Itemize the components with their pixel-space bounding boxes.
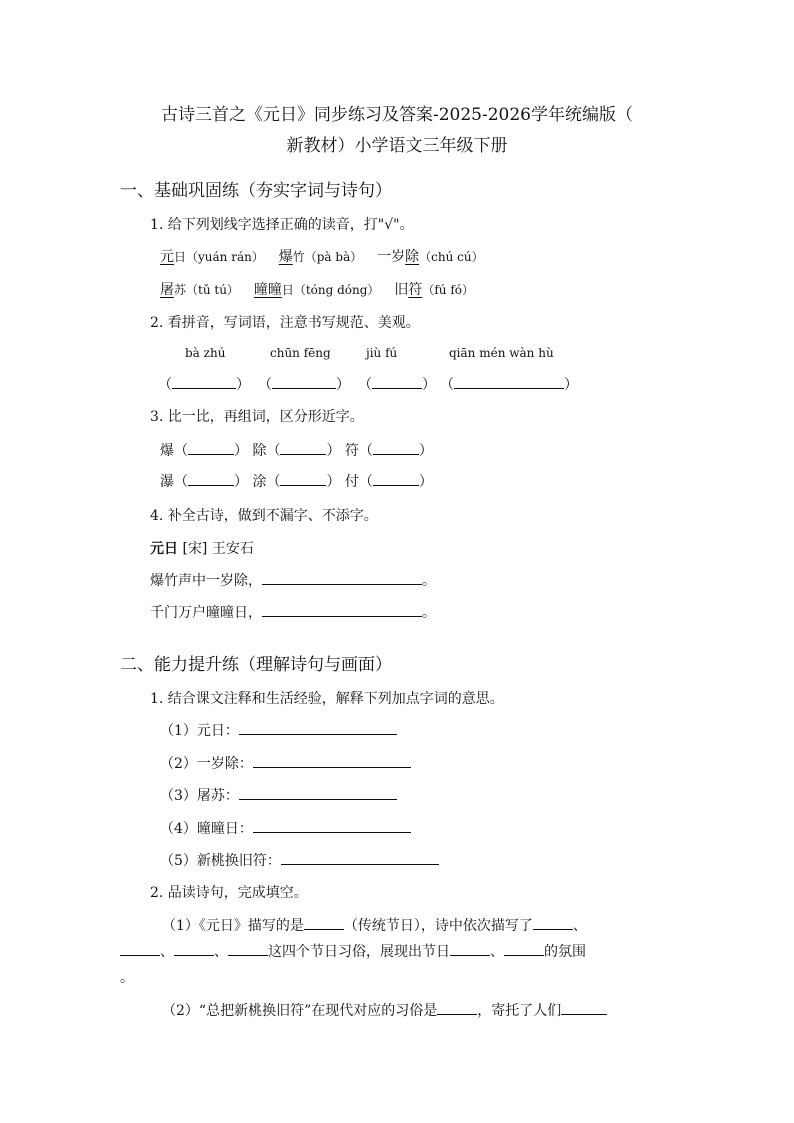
poem-line-2-blank[interactable] <box>262 602 422 617</box>
s2-q2-para-1-line-3: 。 <box>120 970 134 986</box>
q1-row-2 <box>160 279 474 299</box>
blank[interactable] <box>450 941 490 956</box>
q3-char: 付 <box>344 474 359 490</box>
poem-heading <box>150 538 254 558</box>
q1-item-1: 元日（yuán rán） <box>160 249 264 265</box>
q1-item-6: 旧符（fú fó） <box>394 282 474 298</box>
poem-line-1-blank[interactable] <box>262 570 422 585</box>
s2-q2-para-1-line-2 <box>120 941 586 961</box>
s2-q1-item-5 <box>160 850 439 870</box>
q3-row-2: 瀑（ ） 涂（ ） 付（ ） <box>160 471 433 491</box>
q1-item-2: 爆竹（pà bà） <box>278 249 363 265</box>
q3-blank[interactable] <box>280 440 326 455</box>
item-label: （2）一岁除： <box>160 756 253 772</box>
q2-prompt: 2. 看拼音，写词语，注意书写规范、美观。 <box>150 315 420 331</box>
item-blank[interactable] <box>239 720 397 735</box>
q2-pinyin-3: jiù fú <box>366 346 398 360</box>
q2-pinyin-4: qiān mén wàn hù <box>449 346 554 360</box>
q3-prompt: 3. 比一比，再组词，区分形近字。 <box>150 409 364 425</box>
para-text: 、 <box>214 944 228 960</box>
item-label: （4）曈曈日： <box>160 821 253 837</box>
blank[interactable] <box>228 941 268 956</box>
para-text: （传统节日），诗中依次描写了 <box>343 918 533 934</box>
item-label: （1）元日： <box>160 723 239 739</box>
blank[interactable] <box>437 1000 477 1015</box>
item-blank[interactable] <box>239 785 397 800</box>
q3-blank[interactable] <box>188 471 234 486</box>
poem-line-1: 爆竹声中一岁除， 。 <box>150 570 436 590</box>
q3-blank[interactable] <box>373 471 419 486</box>
para-text: 的氛围 <box>544 944 586 960</box>
blank[interactable] <box>561 1000 607 1015</box>
item-label: （3）屠苏： <box>160 788 239 804</box>
item-blank[interactable] <box>253 753 411 768</box>
q2-answer-box-4[interactable]: （ ） <box>440 374 578 394</box>
q1-row-1 <box>160 246 484 266</box>
q2-pinyin-2: chūn fēng <box>270 346 331 360</box>
s2-q2-prompt: 2. 品读诗句，完成填空。 <box>150 885 308 901</box>
blank[interactable] <box>533 915 573 930</box>
item-label: （5）新桃换旧符： <box>160 853 281 869</box>
blank[interactable] <box>174 941 214 956</box>
item-blank[interactable] <box>253 818 411 833</box>
q3-char: 涂 <box>252 474 267 490</box>
title-line-2: 新教材）小学语文三年级下册 <box>286 136 508 156</box>
s2-q1-item-4 <box>160 818 411 838</box>
s2-q2-para-2 <box>162 1000 607 1020</box>
q4-prompt: 4. 补全古诗，做到不漏字、不添字。 <box>150 508 378 524</box>
q2-answer-box-3[interactable]: （ ） <box>358 374 436 394</box>
s2-q1-item-1 <box>160 720 397 740</box>
para-text: 、 <box>160 944 174 960</box>
para-text: 、 <box>490 944 504 960</box>
q1-prompt: 1. 给下列划线字选择正确的读音，打"√"。 <box>150 217 414 233</box>
blank[interactable] <box>120 941 160 956</box>
q2-answer-box-2[interactable]: （ ） <box>258 374 350 394</box>
q2-pinyin-1: bà zhú <box>185 346 226 360</box>
q2-answer-box-1[interactable]: （ ） <box>158 374 250 394</box>
q3-char: 瀑 <box>160 474 174 490</box>
para-text: 、 <box>572 918 587 934</box>
s2-q1-prompt: 1. 结合课文注释和生活经验，解释下列加点字词的意思。 <box>150 691 504 707</box>
q3-blank[interactable] <box>188 440 234 455</box>
q3-char: 除 <box>252 443 267 459</box>
item-blank[interactable] <box>281 850 439 865</box>
q1-item-5: 曈曈日（tóng dóng） <box>253 282 380 298</box>
title-line-1: 古诗三首之《元日》同步练习及答案-2025-2026学年统编版（ <box>160 105 633 125</box>
s2-q1-item-2 <box>160 753 411 773</box>
poem-line-2-text: 千门万户曈曈日， <box>150 605 262 621</box>
section-1-heading: 一、基础巩固练（夯实字词与诗句） <box>120 181 392 201</box>
para-text: ，寄托了人们 <box>477 1003 562 1019</box>
para-text: （1）《元日》描写的是 <box>162 918 304 934</box>
poem-line-1-text: 爆竹声中一岁除， <box>150 573 262 589</box>
q3-char: 符 <box>344 443 359 459</box>
s2-q2-para-1-line-1 <box>162 915 587 935</box>
q3-char: 爆 <box>160 443 174 459</box>
q3-blank[interactable] <box>373 440 419 455</box>
q1-item-3: 一岁除（chú cú） <box>377 249 484 265</box>
para-text: 这四个节日习俗，展现出节日 <box>268 944 450 960</box>
poem-title: 元日 <box>150 541 178 557</box>
poem-line-2: 千门万户曈曈日， 。 <box>150 602 436 622</box>
page-title <box>100 100 694 162</box>
para-text: （2）“总把新桃换旧符”在现代对应的习俗是 <box>162 1003 438 1019</box>
q3-blank[interactable] <box>280 471 326 486</box>
section-2-heading: 二、能力提升练（理解诗句与画面） <box>120 655 392 675</box>
q3-row-1: 爆（ ） 除（ ） 符（ ） <box>160 440 433 460</box>
s2-q1-item-3 <box>160 785 397 805</box>
blank[interactable] <box>504 941 544 956</box>
blank[interactable] <box>304 915 344 930</box>
poem-author: [宋] 王安石 <box>178 541 254 557</box>
q1-item-4: 屠苏（tǔ tú） <box>160 282 239 298</box>
